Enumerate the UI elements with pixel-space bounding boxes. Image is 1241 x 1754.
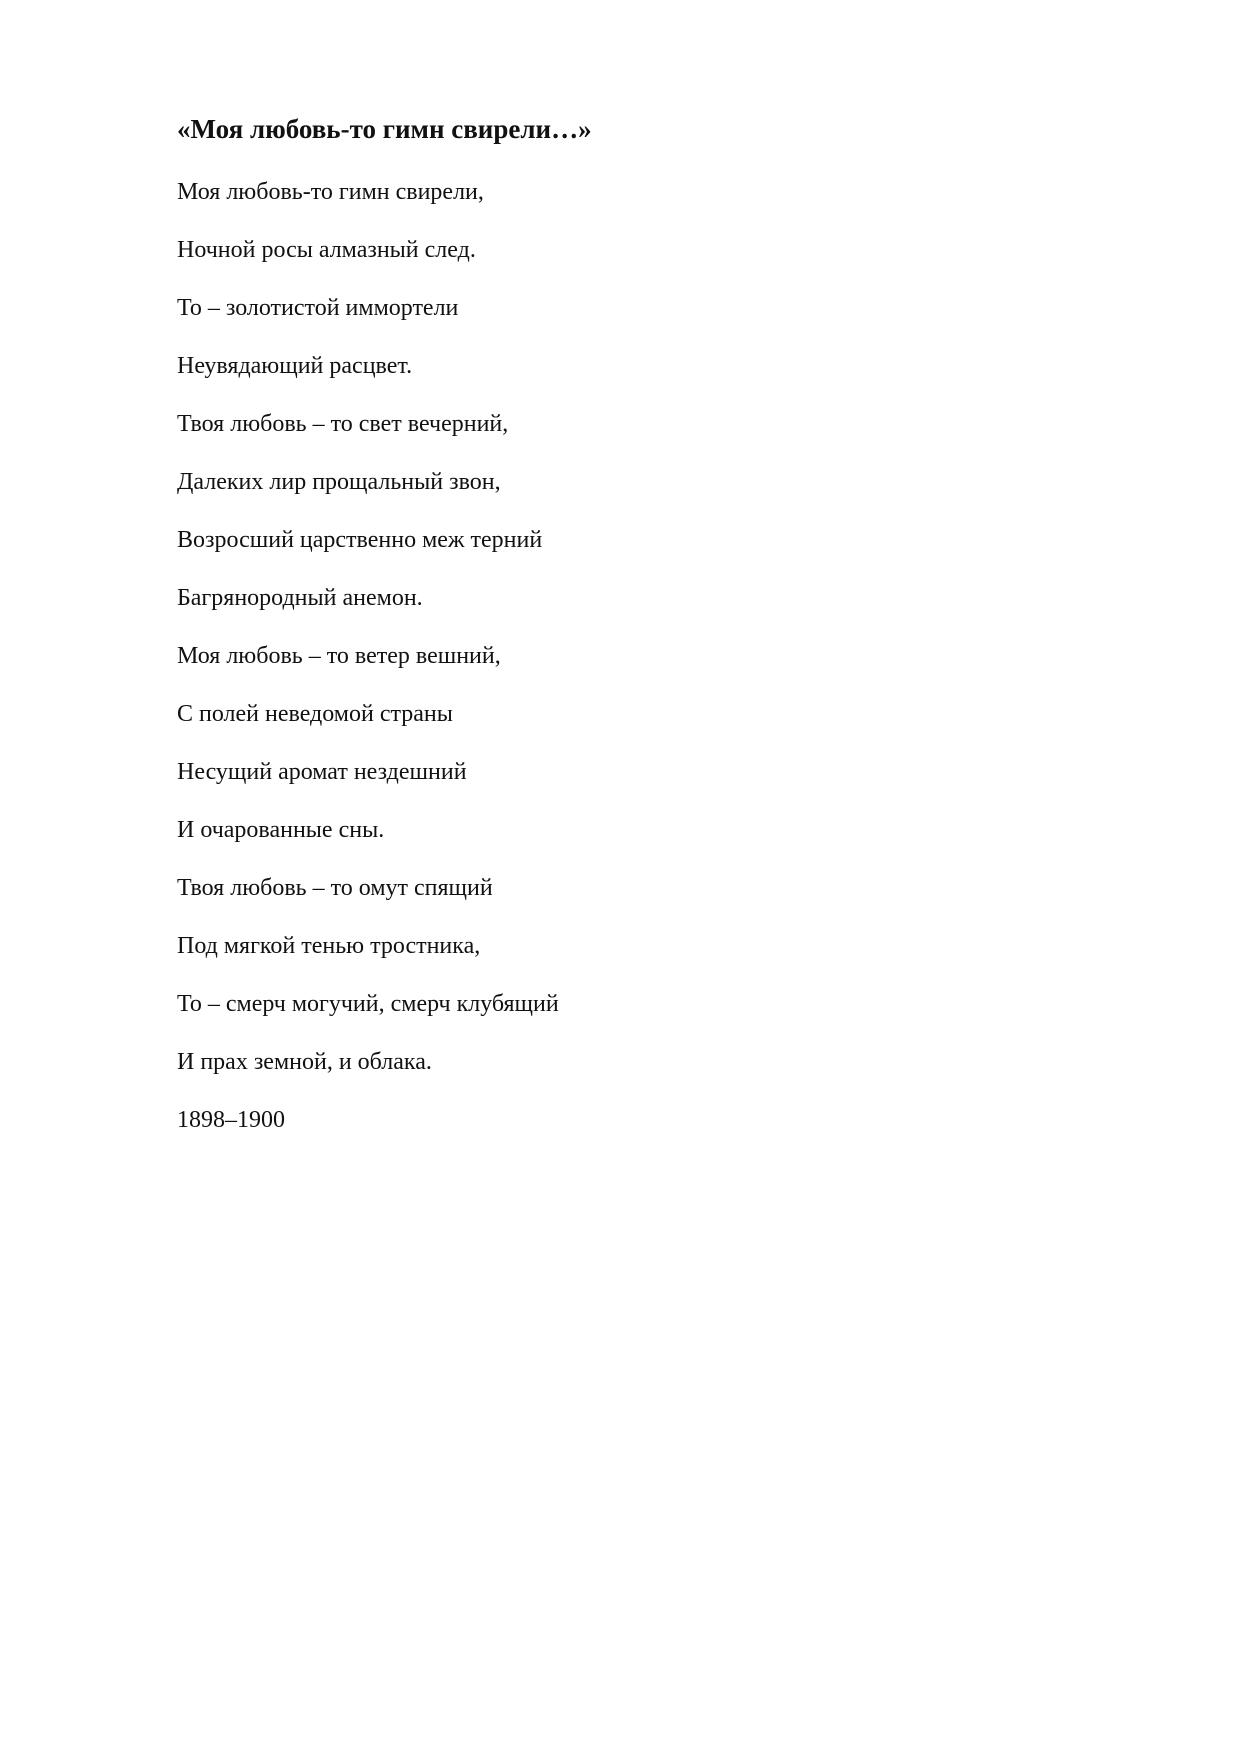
poem-line: С полей неведомой страны <box>177 701 453 727</box>
poem-line: Под мягкой тенью тростника, <box>177 933 481 959</box>
poem-line: И очарованные сны. <box>177 817 385 843</box>
poem-line: Багрянородный анемон. <box>177 585 423 611</box>
poem-title: «Моя любовь-то гимн свирели…» <box>177 114 592 144</box>
poem-line: Моя любовь – то ветер вешний, <box>177 643 501 669</box>
poem-line: Несущий аромат нездешний <box>177 759 467 785</box>
poem-line: Твоя любовь – то свет вечерний, <box>177 411 509 437</box>
poem-line: Далеких лир прощальный звон, <box>177 469 501 495</box>
poem-line: Твоя любовь – то омут спящий <box>177 875 493 901</box>
poem-line: Неувядающий расцвет. <box>177 353 413 379</box>
poem-line: Возросший царственно меж терний <box>177 527 543 553</box>
poem-line: И прах земной, и облака. <box>177 1049 432 1075</box>
poem-line: Моя любовь-то гимн свирели, <box>177 179 484 205</box>
poem-body <box>177 176 559 1104</box>
poem-line: То – золотистой иммортели <box>177 295 459 321</box>
poem-date: 1898–1900 <box>177 1107 285 1133</box>
poem-line: Ночной росы алмазный след. <box>177 237 476 263</box>
poem-line: То – смерч могучий, смерч клубящий <box>177 991 559 1017</box>
